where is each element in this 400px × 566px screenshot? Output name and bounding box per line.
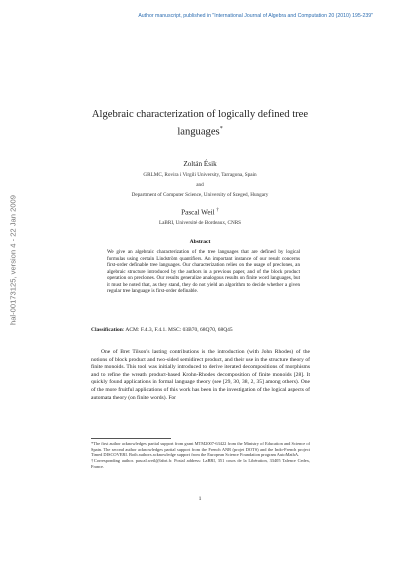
title-line-2: languages*: [177, 126, 223, 138]
footnote-divider: [91, 438, 171, 439]
introduction-paragraph: One of Bret Tilson's lasting contributions is the introduction (with John Rhodes) of the notions of block product and two-sided semidirect product, and their use in the structure theory of finite monoids. This tool was initially introduced to derive iterated decompositions of morphisms and to refine the wreath product-based Krohn-Rhodes decomposition of finite monoids [28]. It quickly found applications in formal language theory (see [29, 30, 38, 2, 35] among others). One of the more fruitful applications of this work has been in the investigation of the logical aspects of automata theory (on finite words). For: [91, 349, 310, 401]
page-number: 1: [198, 496, 202, 502]
hal-stamp-text: hal-00173125, version 4 - 22 Jan 2009: [8, 194, 18, 326]
title-footnote-mark: *: [219, 126, 223, 132]
classification-line: [91, 327, 331, 333]
author-1-name: Zoltán Ésik: [183, 160, 217, 168]
abstract-text: We give an algebraic characterization of the tree languages that are defined by logical formulas using certain Lindström quantifiers. An important instance of our result concerns first-order definable tree languages. Our characterization relies on the usage of preclones, an algebraic structure introduced by the authors in a previous paper, and of the block product operation on preclones. Our results generalize analogous results on finite word languages, but it must be noted that, as they stand, they do not yield an algorithm to decide whether a given regular tree language is first-order definable.: [107, 249, 300, 294]
abstract-heading: Abstract: [189, 239, 211, 245]
author-1-affiliation-2: Department of Computer Science, University of Szeged, Hungary: [131, 192, 269, 198]
paper-title: [80, 108, 320, 140]
hal-side-stamp: [3, 190, 23, 330]
author-2-affiliation: LaBRI, Université de Bordeaux, CNRS: [158, 220, 242, 226]
title-line-1: Algebraic characterization of logically defined tree: [91, 109, 309, 120]
footnote-1: *The first author acknowledges partial support from grant MTM2007-63422 from the Ministry of Education and Science of Spain. The second author acknowledges partial support from the French ANR (projet DOTS) and the Indo-French project Timed DISCOVERI. Both authors acknowledge support from the European Science Foundation program AutoMathA.: [91, 441, 310, 458]
publication-banner: Author manuscript, published in "International Journal of Algebra and Computation 20 (2010) 195-239": [138, 13, 373, 19]
classification-codes: : ACM: F.4.3, F.4.1. MSC: 03B70, 68Q70, 68Q45: [122, 327, 233, 333]
classification-label: Classification: [91, 327, 123, 333]
author-1-affiliation-and: and: [196, 182, 204, 188]
author-2-footnote-mark: †: [216, 208, 219, 213]
author-2-name: Pascal Weil †: [181, 208, 219, 217]
footnotes: [91, 441, 310, 470]
footnote-2: †Corresponding author. pascal.weil@labri.fr. Postal address: LaBRI, 351 cours de la Libération, 33405 Talence Cedex, France.: [91, 458, 310, 469]
author-1-affiliation-1: GRLMC, Rovira i Virgili University, Tarragona, Spain: [143, 172, 257, 178]
